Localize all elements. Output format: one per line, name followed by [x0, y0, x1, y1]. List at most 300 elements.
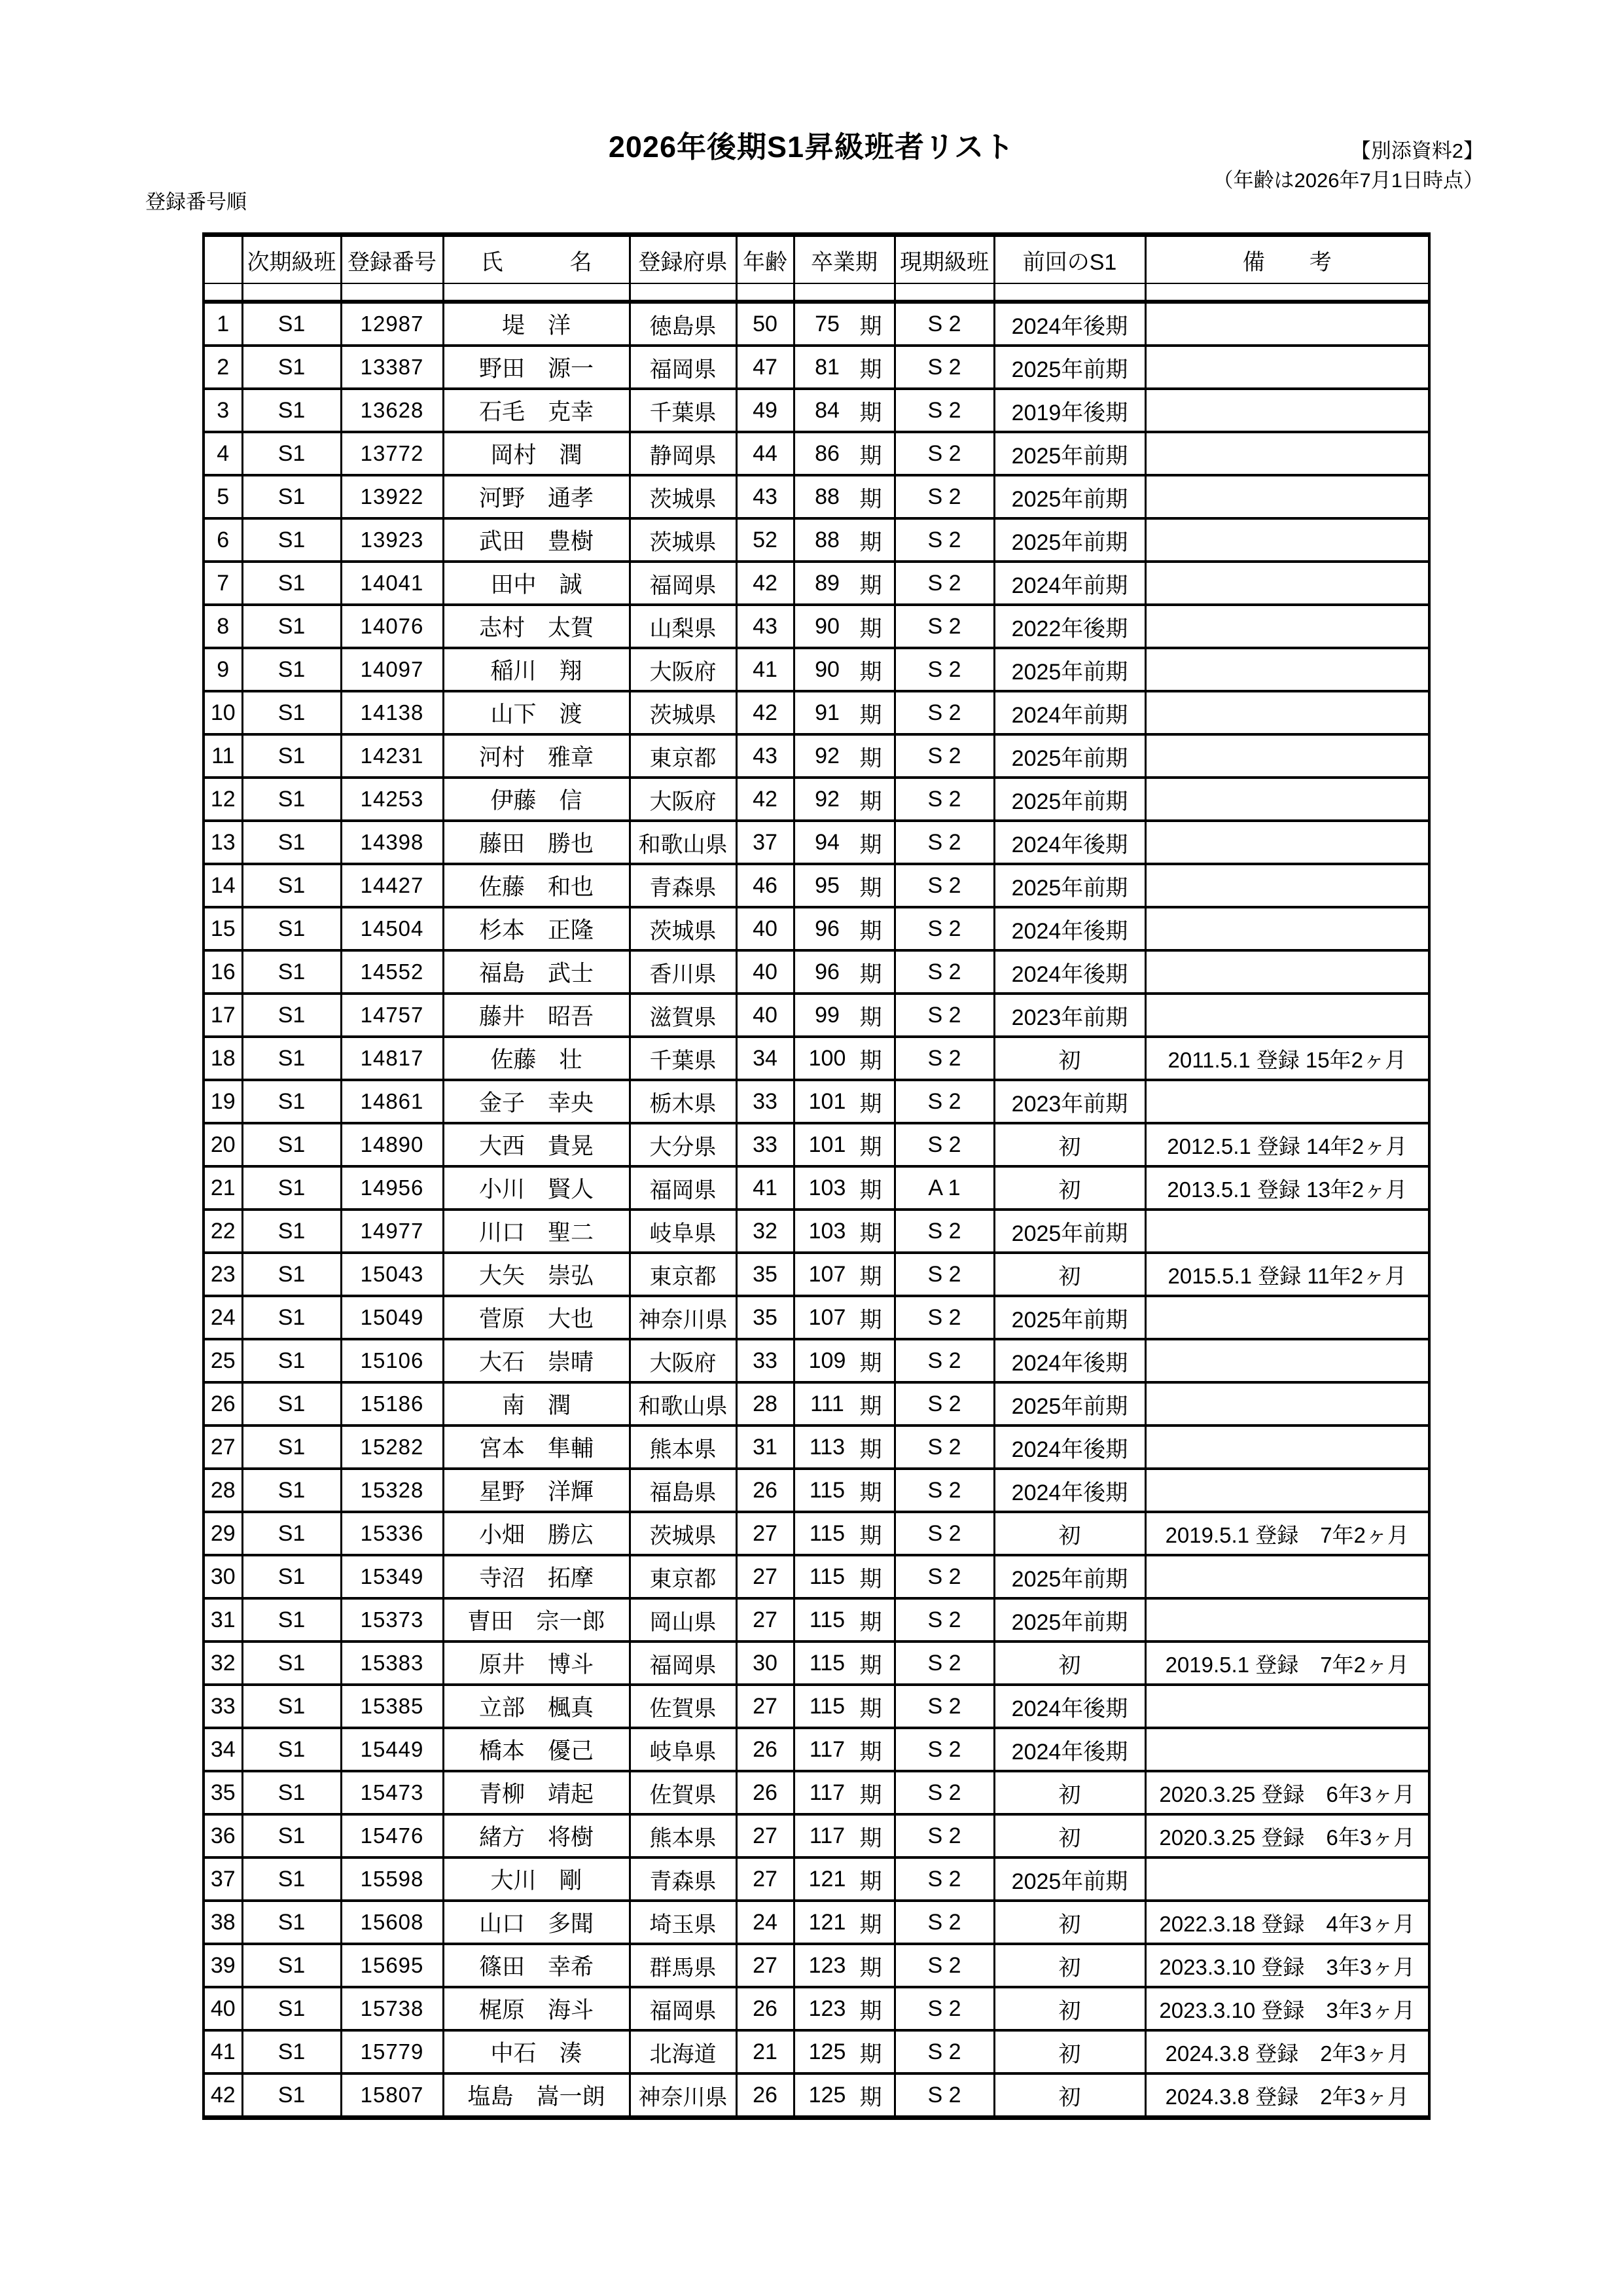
cell-grad-term [794, 1987, 895, 2030]
cell-remarks [1145, 518, 1429, 562]
cell-prev-s1: 2025年前期 [994, 1382, 1145, 1426]
cell-prev-s1: 2025年前期 [994, 1210, 1145, 1253]
cell-prefecture: 茨城県 [630, 1512, 736, 1555]
cell-reg-no: 15336 [341, 1512, 443, 1555]
cell-prefecture: 熊本県 [630, 1426, 736, 1469]
cell-current-class: S 2 [895, 1771, 994, 1814]
table-row [204, 864, 1429, 907]
cell-age: 26 [736, 2073, 794, 2118]
cell-current-class: S 2 [895, 1987, 994, 2030]
promotion-table-wrap [202, 232, 1431, 2120]
cell-name: 青柳 靖起 [443, 1771, 630, 1814]
cell-current-class: S 2 [895, 1857, 994, 1901]
cell-grad-term [794, 475, 895, 518]
cell-prev-s1: 2024年後期 [994, 1685, 1145, 1728]
cell-current-class: S 2 [895, 1469, 994, 1512]
cell-next-class: S1 [242, 691, 341, 734]
cell-remarks [1145, 1339, 1429, 1382]
cell-prefecture: 佐賀県 [630, 1685, 736, 1728]
cell-remarks: 2019.5.1 登録 7年2ヶ月 [1145, 1512, 1429, 1555]
cell-prefecture: 福岡県 [630, 562, 736, 605]
table-row [204, 1512, 1429, 1555]
cell-next-class: S1 [242, 1080, 341, 1123]
cell-row-number: 36 [204, 1814, 242, 1857]
cell-next-class: S1 [242, 821, 341, 864]
cell-name: 金子 幸央 [443, 1080, 630, 1123]
grad-term-number: 117 [809, 1823, 846, 1848]
cell-prev-s1: 2024年後期 [994, 1469, 1145, 1512]
cell-row-number: 25 [204, 1339, 242, 1382]
grad-term-suffix: 期 [859, 832, 882, 857]
cell-remarks [1145, 1382, 1429, 1426]
cell-reg-no: 12987 [341, 302, 443, 346]
cell-name: 山口 多聞 [443, 1901, 630, 1944]
cell-prev-s1: 初 [994, 1037, 1145, 1080]
cell-current-class: S 2 [895, 1555, 994, 1598]
cell-current-class: S 2 [895, 907, 994, 950]
cell-age: 27 [736, 1598, 794, 1641]
cell-prefecture: 茨城県 [630, 518, 736, 562]
cell-name: 杉本 正隆 [443, 907, 630, 950]
cell-current-class: S 2 [895, 432, 994, 475]
cell-age: 27 [736, 1512, 794, 1555]
cell-row-number: 20 [204, 1123, 242, 1166]
cell-current-class: S 2 [895, 691, 994, 734]
cell-next-class: S1 [242, 1166, 341, 1210]
cell-row-number: 41 [204, 2030, 242, 2073]
cell-reg-no: 15349 [341, 1555, 443, 1598]
table-row [204, 1210, 1429, 1253]
cell-grad-term [794, 1728, 895, 1771]
cell-name: 石毛 克幸 [443, 389, 630, 432]
table-row [204, 1123, 1429, 1166]
grad-term-suffix: 期 [859, 1869, 882, 1894]
cell-current-class: S 2 [895, 605, 994, 648]
table-row [204, 1987, 1429, 2030]
cell-prev-s1: 初 [994, 1512, 1145, 1555]
cell-prev-s1: 初 [994, 1123, 1145, 1166]
cell-grad-term [794, 1771, 895, 1814]
table-row [204, 821, 1429, 864]
table-row [204, 302, 1429, 346]
cell-current-class: S 2 [895, 950, 994, 994]
cell-age: 40 [736, 994, 794, 1037]
cell-current-class: S 2 [895, 346, 994, 389]
cell-current-class: S 2 [895, 518, 994, 562]
cell-grad-term [794, 389, 895, 432]
cell-remarks: 2012.5.1 登録 14年2ヶ月 [1145, 1123, 1429, 1166]
grad-term-number: 113 [809, 1434, 846, 1460]
col-header-age: 年齢 [736, 235, 794, 284]
cell-next-class: S1 [242, 432, 341, 475]
table-row [204, 389, 1429, 432]
cell-prev-s1: 2024年前期 [994, 562, 1145, 605]
table-row [204, 2030, 1429, 2073]
cell-age: 42 [736, 691, 794, 734]
cell-age: 26 [736, 1728, 794, 1771]
cell-row-number: 40 [204, 1987, 242, 2030]
cell-remarks [1145, 648, 1429, 691]
cell-reg-no: 14097 [341, 648, 443, 691]
col-header-no [204, 235, 242, 284]
table-row [204, 1944, 1429, 1987]
cell-name: 大石 崇晴 [443, 1339, 630, 1382]
grad-term-suffix: 期 [859, 1912, 882, 1937]
cell-prev-s1: 初 [994, 1641, 1145, 1685]
cell-row-number: 32 [204, 1641, 242, 1685]
cell-remarks [1145, 821, 1429, 864]
table-row [204, 950, 1429, 994]
cell-age: 27 [736, 1555, 794, 1598]
cell-reg-no: 14977 [341, 1210, 443, 1253]
table-row [204, 691, 1429, 734]
cell-prefecture: 東京都 [630, 1555, 736, 1598]
cell-next-class: S1 [242, 734, 341, 778]
cell-age: 42 [736, 562, 794, 605]
table-row [204, 1080, 1429, 1123]
grad-term-number: 107 [808, 1261, 846, 1287]
cell-row-number: 24 [204, 1296, 242, 1339]
grad-term-number: 81 [815, 354, 840, 380]
cell-current-class: S 2 [895, 1641, 994, 1685]
cell-name: 河村 雅章 [443, 734, 630, 778]
cell-current-class: S 2 [895, 1814, 994, 1857]
cell-name: 星野 洋輝 [443, 1469, 630, 1512]
cell-prev-s1: 初 [994, 1814, 1145, 1857]
cell-remarks [1145, 1857, 1429, 1901]
cell-next-class: S1 [242, 1555, 341, 1598]
grad-term-suffix: 期 [859, 1955, 882, 1981]
cell-reg-no: 14427 [341, 864, 443, 907]
cell-remarks [1145, 864, 1429, 907]
cell-reg-no: 14076 [341, 605, 443, 648]
cell-grad-term [794, 605, 895, 648]
cell-prefecture: 和歌山県 [630, 1382, 736, 1426]
cell-grad-term [794, 1901, 895, 1944]
cell-next-class: S1 [242, 994, 341, 1037]
grad-term-number: 109 [808, 1348, 846, 1373]
cell-prefecture: 茨城県 [630, 691, 736, 734]
cell-grad-term [794, 691, 895, 734]
cell-prefecture: 佐賀県 [630, 1771, 736, 1814]
cell-prefecture: 茨城県 [630, 475, 736, 518]
cell-age: 30 [736, 1641, 794, 1685]
cell-name: 梶原 海斗 [443, 1987, 630, 2030]
cell-next-class: S1 [242, 907, 341, 950]
grad-term-suffix: 期 [859, 1825, 882, 1851]
cell-prefecture: 福島県 [630, 1469, 736, 1512]
cell-prev-s1: 2025年前期 [994, 648, 1145, 691]
grad-term-suffix: 期 [859, 1091, 882, 1117]
promotion-table [202, 232, 1431, 2120]
col-header-prefecture: 登録府県 [630, 235, 736, 284]
cell-prefecture: 大阪府 [630, 778, 736, 821]
grad-term-suffix: 期 [859, 1134, 882, 1160]
cell-current-class: S 2 [895, 475, 994, 518]
col-header-next-class: 次期級班 [242, 235, 341, 284]
cell-row-number: 28 [204, 1469, 242, 1512]
cell-prev-s1: 2024年後期 [994, 950, 1145, 994]
cell-reg-no: 15049 [341, 1296, 443, 1339]
grad-term-suffix: 期 [859, 1264, 882, 1289]
cell-remarks [1145, 562, 1429, 605]
cell-reg-no: 15807 [341, 2073, 443, 2118]
grad-term-suffix: 期 [859, 2041, 882, 2067]
cell-prefecture: 山梨県 [630, 605, 736, 648]
col-header-grad-term: 卒業期 [794, 235, 895, 284]
cell-prev-s1: 2025年前期 [994, 778, 1145, 821]
cell-current-class: S 2 [895, 562, 994, 605]
cell-next-class: S1 [242, 605, 341, 648]
cell-prev-s1: 2022年後期 [994, 605, 1145, 648]
grad-term-number: 95 [815, 872, 840, 898]
grad-term-suffix: 期 [859, 1696, 882, 1721]
cell-remarks [1145, 1426, 1429, 1469]
grad-term-number: 90 [815, 613, 840, 639]
cell-remarks: 2022.3.18 登録 4年3ヶ月 [1145, 1901, 1429, 1944]
cell-prev-s1: 2025年前期 [994, 346, 1145, 389]
table-row [204, 1598, 1429, 1641]
cell-prefecture: 青森県 [630, 1857, 736, 1901]
grad-term-suffix: 期 [859, 1609, 882, 1635]
cell-next-class: S1 [242, 1123, 341, 1166]
cell-remarks [1145, 907, 1429, 950]
cell-age: 35 [736, 1296, 794, 1339]
cell-next-class: S1 [242, 1944, 341, 1987]
cell-current-class: S 2 [895, 1080, 994, 1123]
cell-current-class: S 2 [895, 1037, 994, 1080]
cell-remarks: 2024.3.8 登録 2年3ヶ月 [1145, 2030, 1429, 2073]
cell-reg-no: 13923 [341, 518, 443, 562]
cell-reg-no: 14138 [341, 691, 443, 734]
cell-next-class: S1 [242, 1037, 341, 1080]
cell-row-number: 17 [204, 994, 242, 1037]
cell-row-number: 21 [204, 1166, 242, 1210]
cell-prefecture: 茨城県 [630, 907, 736, 950]
grad-term-suffix: 期 [859, 1782, 882, 1808]
cell-next-class: S1 [242, 518, 341, 562]
cell-prev-s1: 2025年前期 [994, 518, 1145, 562]
table-row [204, 1469, 1429, 1512]
grad-term-number: 103 [808, 1175, 846, 1200]
cell-name: 藤田 勝也 [443, 821, 630, 864]
cell-row-number: 35 [204, 1771, 242, 1814]
cell-row-number: 19 [204, 1080, 242, 1123]
table-row [204, 1728, 1429, 1771]
cell-name: 小川 賢人 [443, 1166, 630, 1210]
cell-age: 52 [736, 518, 794, 562]
cell-remarks [1145, 1555, 1429, 1598]
cell-reg-no: 14817 [341, 1037, 443, 1080]
cell-name: 塩島 嵩一朗 [443, 2073, 630, 2118]
grad-term-suffix: 期 [859, 1437, 882, 1462]
cell-reg-no: 14253 [341, 778, 443, 821]
cell-age: 32 [736, 1210, 794, 1253]
cell-current-class: S 2 [895, 1728, 994, 1771]
cell-prefecture: 東京都 [630, 734, 736, 778]
cell-age: 41 [736, 1166, 794, 1210]
cell-name: 橋本 優己 [443, 1728, 630, 1771]
page-title: 2026年後期S1昇級班者リスト [608, 130, 1015, 164]
table-row [204, 778, 1429, 821]
grad-term-number: 115 [809, 1607, 846, 1632]
cell-age: 33 [736, 1339, 794, 1382]
grad-term-suffix: 期 [859, 443, 882, 469]
cell-prev-s1: 2025年前期 [994, 475, 1145, 518]
cell-prefecture: 岡山県 [630, 1598, 736, 1641]
grad-term-number: 88 [815, 484, 840, 509]
grad-term-suffix: 期 [859, 573, 882, 598]
cell-current-class: S 2 [895, 1512, 994, 1555]
grad-term-number: 84 [815, 397, 840, 423]
cell-remarks [1145, 605, 1429, 648]
cell-reg-no: 13922 [341, 475, 443, 518]
cell-grad-term [794, 1339, 895, 1382]
table-row [204, 1771, 1429, 1814]
col-header-prev-s1: 前回のS1 [994, 235, 1145, 284]
table-row [204, 1814, 1429, 1857]
grad-term-number: 92 [815, 786, 840, 812]
cell-current-class: S 2 [895, 302, 994, 346]
cell-row-number: 5 [204, 475, 242, 518]
cell-name: 佐藤 和也 [443, 864, 630, 907]
cell-grad-term [794, 518, 895, 562]
table-row [204, 648, 1429, 691]
cell-row-number: 9 [204, 648, 242, 691]
col-header-name: 氏 名 [443, 235, 630, 284]
grad-term-number: 89 [815, 570, 840, 596]
cell-grad-term [794, 1857, 895, 1901]
cell-prefecture: 岐阜県 [630, 1728, 736, 1771]
cell-prev-s1: 2025年前期 [994, 734, 1145, 778]
cell-prefecture: 東京都 [630, 1253, 736, 1296]
cell-row-number: 23 [204, 1253, 242, 1296]
cell-prev-s1: 初 [994, 2030, 1145, 2073]
cell-row-number: 6 [204, 518, 242, 562]
cell-prefecture: 福岡県 [630, 1641, 736, 1685]
cell-current-class: S 2 [895, 1426, 994, 1469]
cell-row-number: 29 [204, 1512, 242, 1555]
cell-current-class: S 2 [895, 2073, 994, 2118]
cell-row-number: 33 [204, 1685, 242, 1728]
cell-prev-s1: 2024年後期 [994, 821, 1145, 864]
cell-prefecture: 静岡県 [630, 432, 736, 475]
cell-reg-no: 13628 [341, 389, 443, 432]
grad-term-suffix: 期 [859, 745, 882, 771]
grad-term-number: 115 [809, 1650, 846, 1676]
cell-reg-no: 13772 [341, 432, 443, 475]
cell-remarks: 2011.5.1 登録 15年2ヶ月 [1145, 1037, 1429, 1080]
cell-prev-s1: 初 [994, 1944, 1145, 1987]
grad-term-number: 115 [809, 1564, 846, 1589]
cell-next-class: S1 [242, 1814, 341, 1857]
cell-age: 27 [736, 1944, 794, 1987]
cell-prefecture: 千葉県 [630, 389, 736, 432]
cell-remarks: 2023.3.10 登録 3年3ヶ月 [1145, 1987, 1429, 2030]
cell-age: 26 [736, 1987, 794, 2030]
cell-reg-no: 15608 [341, 1901, 443, 1944]
cell-prefecture: 熊本県 [630, 1814, 736, 1857]
grad-term-number: 88 [815, 527, 840, 552]
grad-term-number: 100 [808, 1045, 846, 1071]
cell-next-class: S1 [242, 1598, 341, 1641]
cell-grad-term [794, 2073, 895, 2118]
cell-row-number: 39 [204, 1944, 242, 1987]
cell-next-class: S1 [242, 1901, 341, 1944]
cell-grad-term [794, 432, 895, 475]
cell-reg-no: 14231 [341, 734, 443, 778]
cell-row-number: 8 [204, 605, 242, 648]
cell-name: 小畑 勝広 [443, 1512, 630, 1555]
cell-current-class: S 2 [895, 1296, 994, 1339]
cell-prev-s1: 2023年前期 [994, 994, 1145, 1037]
cell-name: 山下 渡 [443, 691, 630, 734]
cell-age: 27 [736, 1685, 794, 1728]
cell-next-class: S1 [242, 1987, 341, 2030]
cell-name: 田中 誠 [443, 562, 630, 605]
cell-prefecture: 徳島県 [630, 302, 736, 346]
table-row [204, 1685, 1429, 1728]
cell-age: 35 [736, 1253, 794, 1296]
cell-reg-no: 14757 [341, 994, 443, 1037]
cell-current-class: S 2 [895, 994, 994, 1037]
table-row [204, 1296, 1429, 1339]
cell-name: 菅原 大也 [443, 1296, 630, 1339]
cell-prev-s1: 2025年前期 [994, 1296, 1145, 1339]
cell-next-class: S1 [242, 1253, 341, 1296]
cell-grad-term [794, 1166, 895, 1210]
cell-current-class: S 2 [895, 1253, 994, 1296]
cell-age: 50 [736, 302, 794, 346]
cell-current-class: S 2 [895, 734, 994, 778]
cell-age: 21 [736, 2030, 794, 2073]
cell-current-class: S 2 [895, 864, 994, 907]
table-body [204, 302, 1429, 2118]
cell-age: 44 [736, 432, 794, 475]
cell-row-number: 15 [204, 907, 242, 950]
cell-prefecture: 神奈川県 [630, 1296, 736, 1339]
cell-prefecture: 滋賀県 [630, 994, 736, 1037]
grad-term-suffix: 期 [859, 1566, 882, 1592]
cell-name: 河野 通孝 [443, 475, 630, 518]
cell-row-number: 42 [204, 2073, 242, 2118]
grad-term-suffix: 期 [859, 1998, 882, 2024]
cell-row-number: 2 [204, 346, 242, 389]
cell-grad-term [794, 1814, 895, 1857]
cell-name: 篠田 幸希 [443, 1944, 630, 1987]
cell-row-number: 26 [204, 1382, 242, 1426]
cell-grad-term [794, 821, 895, 864]
grad-term-number: 90 [815, 656, 840, 682]
table-row [204, 475, 1429, 518]
cell-age: 33 [736, 1123, 794, 1166]
cell-name: 川口 聖二 [443, 1210, 630, 1253]
cell-age: 31 [736, 1426, 794, 1469]
cell-remarks [1145, 994, 1429, 1037]
cell-next-class: S1 [242, 1512, 341, 1555]
cell-name: 伊藤 信 [443, 778, 630, 821]
cell-remarks [1145, 389, 1429, 432]
cell-row-number: 37 [204, 1857, 242, 1901]
grad-term-number: 117 [809, 1736, 846, 1762]
cell-current-class: S 2 [895, 648, 994, 691]
grad-term-number: 99 [815, 1002, 840, 1028]
cell-reg-no: 15385 [341, 1685, 443, 1728]
cell-row-number: 34 [204, 1728, 242, 1771]
cell-next-class: S1 [242, 648, 341, 691]
cell-next-class: S1 [242, 302, 341, 346]
cell-name: 寺沼 拓摩 [443, 1555, 630, 1598]
